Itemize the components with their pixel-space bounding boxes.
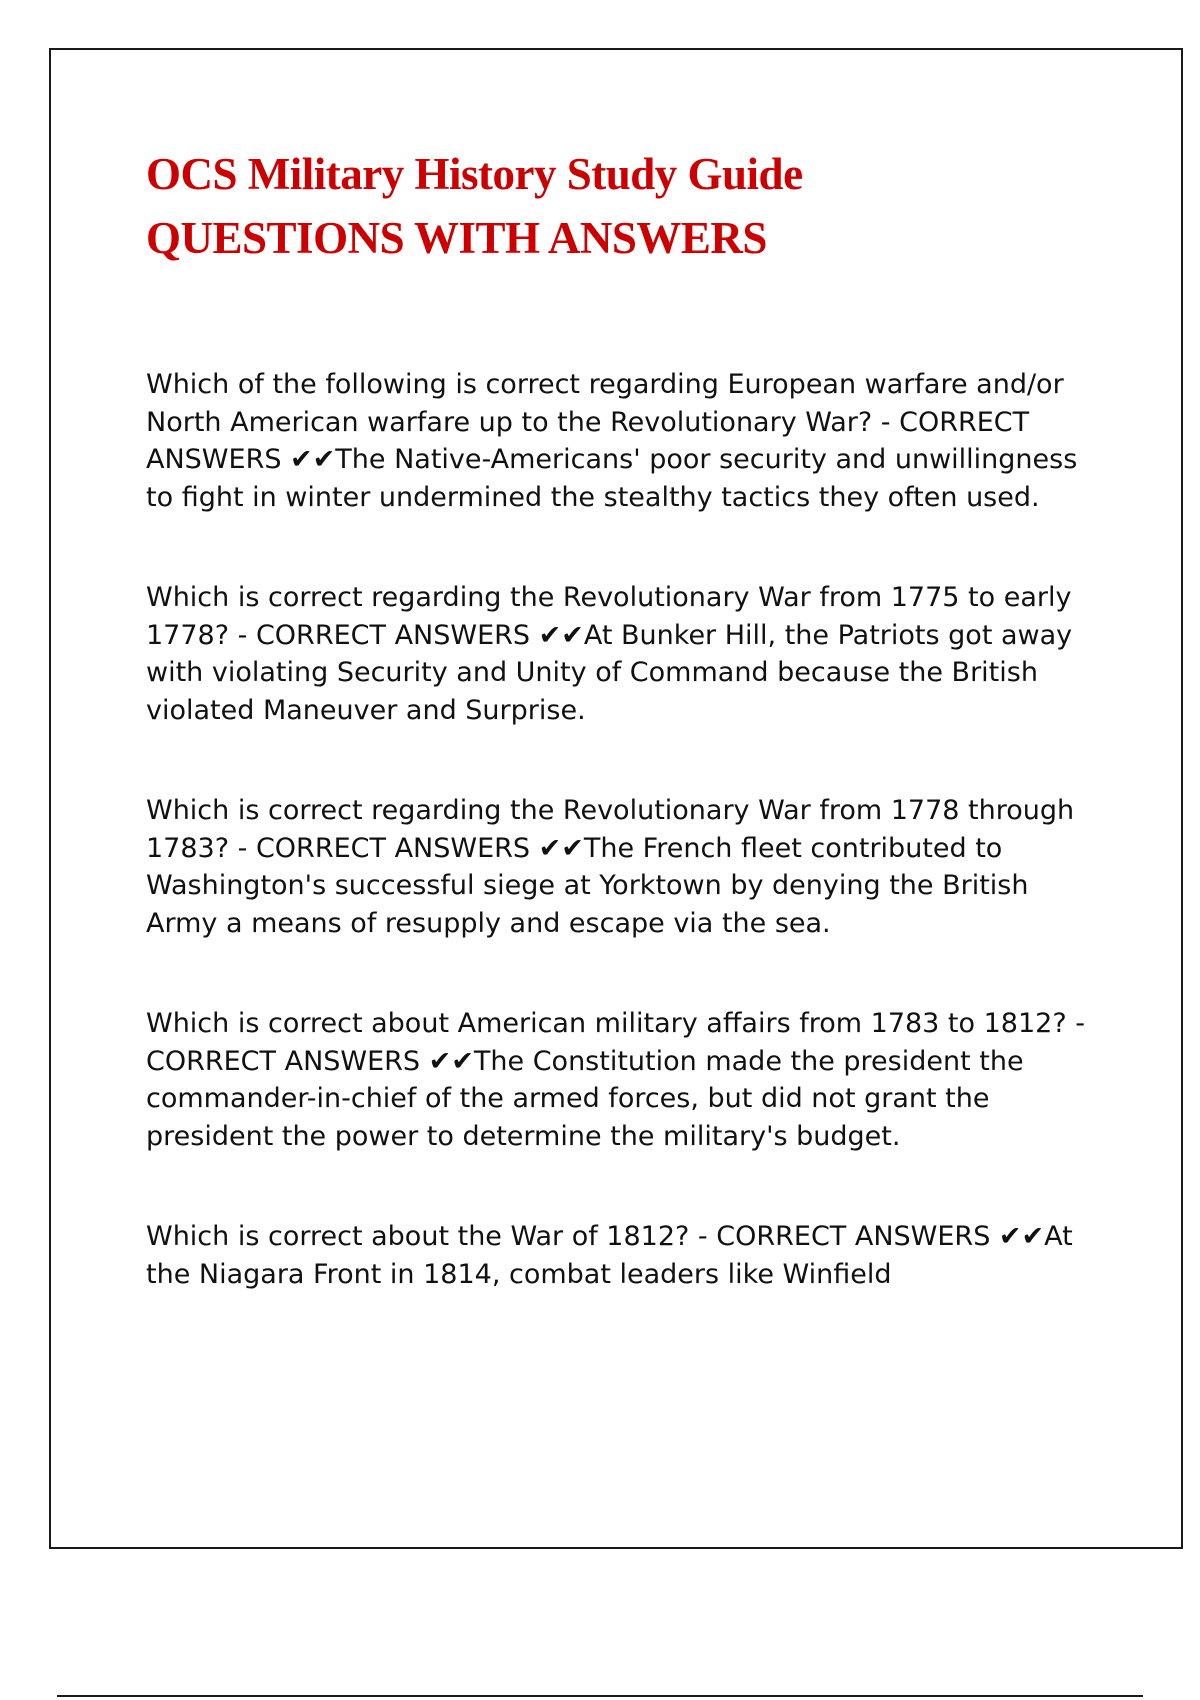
qa-list: [146, 366, 1096, 1293]
title-line-1: OCS Military History Study Guide: [146, 149, 803, 199]
qa-item: Which is correct about American military affairs from 1783 to 1812? - CORRECT ANSWERS ✔✔The Constitution made the president the commander-in-chief of the armed forces, but did not grant the president the power to determine the military's budget.: [146, 1008, 1085, 1152]
title-line-2: QUESTIONS WITH ANSWERS: [146, 213, 767, 263]
footer-divider: [57, 1695, 1143, 1697]
document-title: [146, 142, 1106, 270]
qa-item: Which is correct regarding the Revolutionary War from 1778 through 1783? - CORRECT ANSWERS ✔✔The French fleet contributed to Washington's successful siege at Yorktown by denying the British Army a means of resupply and escape via the sea.: [146, 795, 1075, 939]
qa-item: Which is correct regarding the Revolutionary War from 1775 to early 1778? - CORRECT ANSWERS ✔✔At Bunker Hill, the Patriots got away with violating Security and Unity of Command because the British violated Maneuver and Surprise.: [146, 582, 1073, 726]
qa-item: Which is correct about the War of 1812? - CORRECT ANSWERS ✔✔At the Niagara Front in 1814, combat leaders like Winfield: [146, 1221, 1073, 1290]
qa-item: Which of the following is correct regarding European warfare and/or North American warfare up to the Revolutionary War? - CORRECT ANSWERS ✔✔The Native-Americans' poor security and unwillingness to fight in winter undermined the stealthy tactics they often used.: [146, 369, 1078, 513]
